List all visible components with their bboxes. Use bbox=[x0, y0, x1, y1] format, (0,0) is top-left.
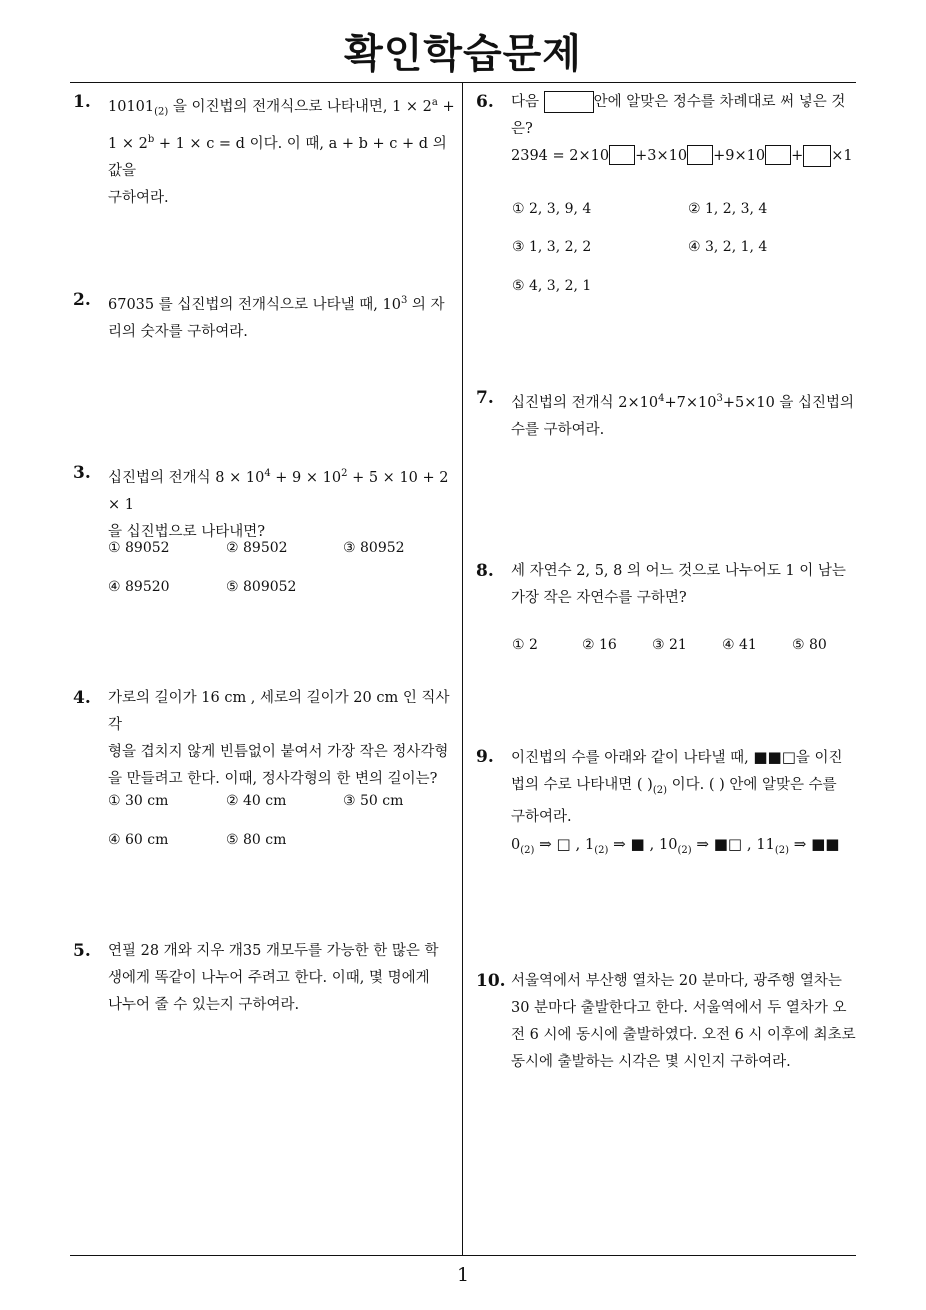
option-2[interactable]: ② 16 bbox=[582, 637, 617, 653]
question-text: 이진법의 수를 아래와 같이 나타낼 때, ■■□을 이진 법의 수로 나타내면 ( )$_{(2)}$ 이다. ( ) 안에 알맞은 수를 구하여라. $0_{(2)}$ ⇒ □ , $1_{(2)}$ ⇒ ■ , $10_{(2)}$ ⇒ ■□ , $11_{(2)}$ ⇒ ■■ bbox=[511, 744, 866, 864]
question-number: 1. bbox=[73, 92, 91, 112]
answer-options bbox=[512, 190, 862, 310]
option-5[interactable]: ⑤ 4, 3, 2, 1 bbox=[512, 278, 592, 294]
question-10 bbox=[476, 968, 866, 1076]
question-number: 6. bbox=[476, 92, 494, 112]
question-text: 가로의 길이가 16 cm , 세로의 길이가 20 cm 인 직사각 형을 겹치지 않게 빈틈없이 붙여서 가장 작은 정사각형 을 만들려고 한다. 이때, 정사각형의 한 변의 길이는? bbox=[108, 690, 450, 787]
option-4[interactable]: ④ 41 bbox=[722, 637, 757, 653]
equation: 2394 = 2×10 +3×10 +9×10 + ×1 bbox=[511, 143, 866, 170]
page-title: 확인학습문제 bbox=[344, 31, 582, 77]
question-text: 연필 28 개와 지우 개35 개모두를 가능한 한 많은 학 생에게 똑같이 나누어 주려고 한다. 이때, 몇 명에게 나누어 줄 수 있는지 구하여라. bbox=[108, 943, 439, 1013]
option-4[interactable]: ④ 89520 bbox=[108, 579, 170, 595]
question-number: 2. bbox=[73, 290, 91, 310]
question-text: 십진법의 전개식 $8 \times 10^4 + 9 \times 10^2 + 5 \times 10 + 2 \times 1$ 을 십진법으로 나타내면? bbox=[108, 468, 449, 540]
question-number: 9. bbox=[476, 747, 494, 767]
option-1[interactable]: ① 2, 3, 9, 4 bbox=[512, 201, 592, 217]
coefficient-blank bbox=[803, 145, 831, 167]
question-number: 5. bbox=[73, 941, 91, 961]
question-number: 4. bbox=[73, 688, 91, 708]
option-3[interactable]: ③ 21 bbox=[652, 637, 687, 653]
option-5[interactable]: ⑤ 80 cm bbox=[226, 832, 287, 848]
question-9 bbox=[476, 744, 866, 864]
answer-blank bbox=[544, 91, 594, 113]
bottom-rule bbox=[70, 1255, 856, 1256]
question-number: 8. bbox=[476, 561, 494, 581]
option-2[interactable]: ② 40 cm bbox=[226, 793, 287, 809]
question-text: 서울역에서 부산행 열차는 20 분마다, 광주행 열차는 30 분마다 출발한다고 한다. 서울역에서 두 열차가 오 전 6 시에 동시에 출발하였다. 오전 6 시 이후에 최초로 동시에 출발하는 시각은 몇 시인지 구하여라. bbox=[511, 973, 856, 1070]
symbol-mapping: $0_{(2)}$ ⇒ □ , $1_{(2)}$ ⇒ ■ , $10_{(2)}$ ⇒ ■□ , $11_{(2)}$ ⇒ ■■ bbox=[511, 834, 840, 856]
option-4[interactable]: ④ 60 cm bbox=[108, 832, 169, 848]
option-1[interactable]: ① 2 bbox=[512, 637, 538, 653]
option-1[interactable]: ① 30 cm bbox=[108, 793, 169, 809]
question-1 bbox=[73, 89, 458, 212]
question-text: 다음 안에 알맞은 정수를 차례대로 써 넣은 것 은? 2394 = 2×10 +3×10 +9×10 + ×1 bbox=[511, 89, 866, 170]
question-4 bbox=[73, 685, 458, 793]
option-2[interactable]: ② 1, 2, 3, 4 bbox=[688, 201, 768, 217]
question-8 bbox=[476, 558, 866, 612]
option-5[interactable]: ⑤ 809052 bbox=[226, 579, 297, 595]
option-1[interactable]: ① 89052 bbox=[108, 540, 170, 556]
option-3[interactable]: ③ 80952 bbox=[343, 540, 405, 556]
exponent-blank bbox=[687, 145, 713, 165]
page-number: 1 bbox=[456, 1264, 470, 1286]
top-rule bbox=[70, 82, 856, 83]
question-7 bbox=[476, 385, 866, 444]
answer-options bbox=[108, 529, 458, 609]
question-5 bbox=[73, 938, 458, 1019]
question-number: 10. bbox=[476, 971, 506, 991]
question-6 bbox=[476, 89, 866, 170]
question-2 bbox=[73, 287, 458, 346]
option-2[interactable]: ② 89502 bbox=[226, 540, 288, 556]
option-4[interactable]: ④ 3, 2, 1, 4 bbox=[688, 239, 768, 255]
question-number: 7. bbox=[476, 388, 494, 408]
column-divider bbox=[462, 83, 463, 1255]
option-3[interactable]: ③ 50 cm bbox=[343, 793, 404, 809]
question-text: 세 자연수 2, 5, 8 의 어느 것으로 나누어도 1 이 남는 가장 작은 자연수를 구하면? bbox=[511, 563, 846, 606]
answer-options bbox=[512, 626, 862, 666]
question-text: 십진법의 전개식 $2\times 10^4+7\times 10^3+5\times 10$ 을 십진법의 수를 구하여라. bbox=[511, 393, 855, 438]
exponent-blank bbox=[765, 145, 791, 165]
question-text: $10101_{(2)}$ 을 이진법의 전개식으로 나타내면, $1 \times 2^a$ + $1 \times 2^b + 1 \times c = d$ 이다. 이 때, a + b + c + d 의 값을 구하여라. bbox=[108, 97, 455, 206]
option-5[interactable]: ⑤ 80 bbox=[792, 637, 827, 653]
question-text: 67035 를 십진법의 전개식으로 나타낼 때, $10^3$ 의 자 리의 숫자를 구하여라. bbox=[108, 295, 445, 340]
answer-options bbox=[108, 782, 458, 862]
option-3[interactable]: ③ 1, 3, 2, 2 bbox=[512, 239, 592, 255]
exponent-blank bbox=[609, 145, 635, 165]
question-number: 3. bbox=[73, 463, 91, 483]
